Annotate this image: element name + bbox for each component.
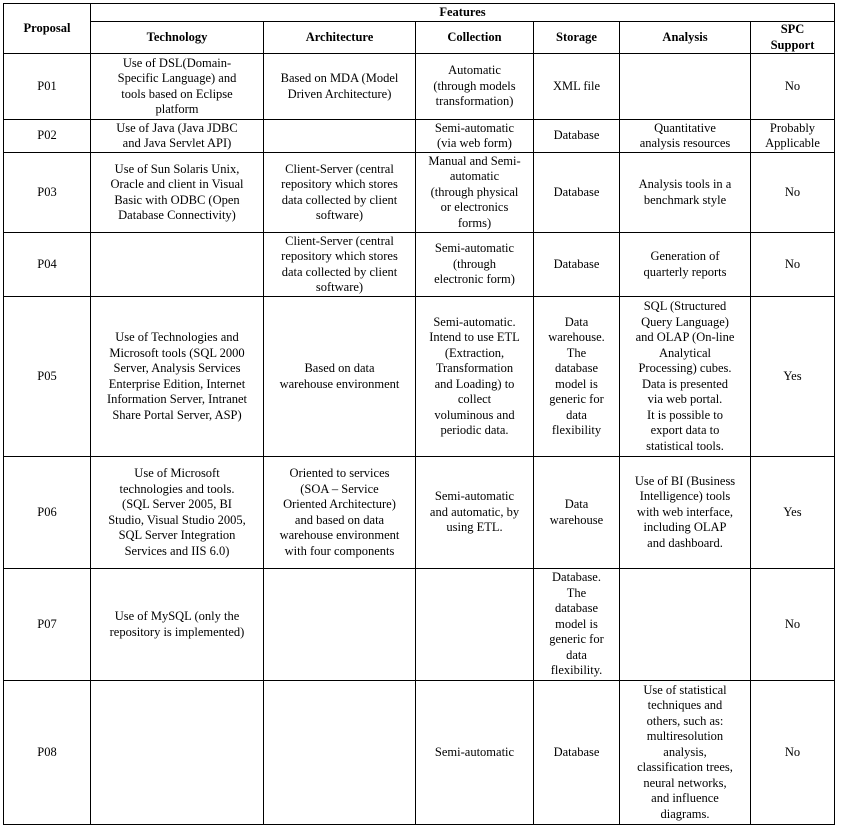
technology-cell: Use of Java (Java JDBC and Java Servlet API) [91,120,264,153]
architecture-cell: Oriented to services (SOA – Service Oriented Architecture) and based on data warehouse environment with four components [264,457,416,569]
analysis-cell: Analysis tools in a benchmark style [620,153,751,233]
table-row-p03 [4,153,835,233]
table-row-p02 [4,120,835,153]
spc-support-cell: Yes [751,297,835,457]
proposal-id: P04 [4,233,91,297]
table-row-p08 [4,681,835,825]
architecture-cell [264,681,416,825]
analysis-cell: SQL (Structured Query Language) and OLAP (On-line Analytical Processing) cubes. Data is presented via web portal. It is possible to export data to statistical tools. [620,297,751,457]
architecture-cell [264,569,416,681]
collection-cell: Automatic (through models transformation) [416,54,534,120]
storage-header: Storage [534,22,620,54]
proposal-id: P03 [4,153,91,233]
technology-cell: Use of Sun Solaris Unix, Oracle and client in Visual Basic with ODBC (Open Database Connectivity) [91,153,264,233]
analysis-cell: Use of BI (Business Intelligence) tools with web interface, including OLAP and dashboard. [620,457,751,569]
analysis-header: Analysis [620,22,751,54]
spc-support-cell: No [751,153,835,233]
analysis-cell [620,54,751,120]
table-row-p07 [4,569,835,681]
proposal-id: P06 [4,457,91,569]
storage-cell: Database [534,233,620,297]
spc-support-cell: Probably Applicable [751,120,835,153]
storage-cell: Database. The database model is generic for data flexibility. [534,569,620,681]
architecture-cell: Client-Server (central repository which stores data collected by client software) [264,153,416,233]
features-header: Features [91,4,835,22]
proposals-comparison-table [3,3,835,825]
analysis-cell: Generation of quarterly reports [620,233,751,297]
technology-header: Technology [91,22,264,54]
collection-cell: Semi-automatic and automatic, by using ETL. [416,457,534,569]
header-row-features [4,4,835,22]
technology-cell: Use of DSL(Domain- Specific Language) and tools based on Eclipse platform [91,54,264,120]
spc-support-cell: No [751,569,835,681]
analysis-cell [620,569,751,681]
collection-cell: Manual and Semi- automatic (through physical or electronics forms) [416,153,534,233]
proposal-id: P07 [4,569,91,681]
proposal-id: P05 [4,297,91,457]
technology-cell: Use of Microsoft technologies and tools. (SQL Server 2005, BI Studio, Visual Studio 2005, SQL Server Integration Services and IIS 6.0) [91,457,264,569]
table-row-p04 [4,233,835,297]
table-row-p01 [4,54,835,120]
technology-cell [91,233,264,297]
collection-cell: Semi-automatic (via web form) [416,120,534,153]
proposal-id: P02 [4,120,91,153]
spc-support-cell: No [751,54,835,120]
storage-cell: Data warehouse. The database model is generic for data flexibility [534,297,620,457]
architecture-header: Architecture [264,22,416,54]
analysis-cell: Use of statistical techniques and others, such as: multiresolution analysis, classification trees, neural networks, and influence diagrams. [620,681,751,825]
proposal-id: P08 [4,681,91,825]
header-row-columns [4,22,835,54]
storage-cell: XML file [534,54,620,120]
architecture-cell [264,120,416,153]
technology-cell: Use of Technologies and Microsoft tools (SQL 2000 Server, Analysis Services Enterprise Edition, Internet Information Server, Intranet Share Portal Server, ASP) [91,297,264,457]
architecture-cell: Based on MDA (Model Driven Architecture) [264,54,416,120]
storage-cell: Database [534,681,620,825]
technology-cell: Use of MySQL (only the repository is implemented) [91,569,264,681]
storage-cell: Database [534,120,620,153]
spc-support-cell: No [751,681,835,825]
spc-support-cell: No [751,233,835,297]
storage-cell: Data warehouse [534,457,620,569]
collection-cell: Semi-automatic (through electronic form) [416,233,534,297]
spc-support-header: SPC Support [751,22,835,54]
collection-cell: Semi-automatic [416,681,534,825]
spc-support-cell: Yes [751,457,835,569]
table-row-p05 [4,297,835,457]
collection-header: Collection [416,22,534,54]
table-row-p06 [4,457,835,569]
architecture-cell: Based on data warehouse environment [264,297,416,457]
storage-cell: Database [534,153,620,233]
collection-cell: Semi-automatic. Intend to use ETL (Extraction, Transformation and Loading) to collect voluminous and periodic data. [416,297,534,457]
proposal-id: P01 [4,54,91,120]
collection-cell [416,569,534,681]
proposal-header: Proposal [4,4,91,54]
technology-cell [91,681,264,825]
analysis-cell: Quantitative analysis resources [620,120,751,153]
architecture-cell: Client-Server (central repository which stores data collected by client software) [264,233,416,297]
